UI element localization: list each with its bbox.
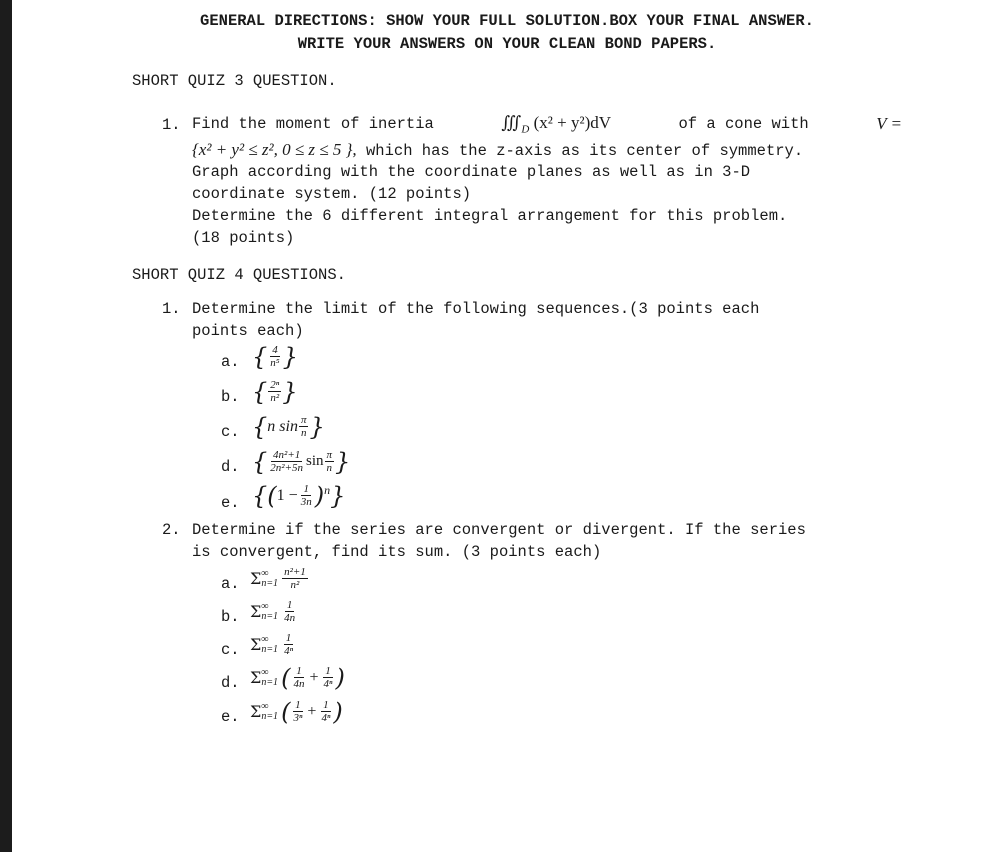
series-c-den: 4ⁿ <box>284 645 294 657</box>
seq-d-fraction2 <box>325 449 335 474</box>
sigma-sign: Σ <box>250 569 262 588</box>
quiz3-q1-line3: Graph according with the coordinate planes as well as in 3-D <box>192 163 751 181</box>
series-d-num1: 1 <box>296 665 302 677</box>
series-c-label: c. <box>221 641 240 659</box>
series-a-den: n² <box>290 579 300 591</box>
integral-region: D <box>521 123 530 136</box>
seq-c-fraction <box>299 414 309 439</box>
sum-limits <box>261 569 278 589</box>
series-e-den2: 4ⁿ <box>321 712 331 724</box>
integral-expression <box>501 113 611 135</box>
seq-b-den: n² <box>270 392 280 404</box>
seq-a-label: a. <box>221 353 240 371</box>
quiz3-title: SHORT QUIZ 3 QUESTION. <box>132 72 337 90</box>
seq-d-fraction <box>268 449 305 474</box>
seq-e-expr <box>252 483 345 508</box>
seq-e-exponent: n <box>324 483 331 497</box>
sum-lower: n=1 <box>261 643 279 655</box>
series-e-num1: 1 <box>295 699 301 711</box>
series-d-expr <box>250 665 345 690</box>
close-brace: } <box>282 342 298 371</box>
sum-lower: n=1 <box>261 577 279 589</box>
volume-var: V = <box>876 114 902 134</box>
open-paren: ( <box>281 663 291 692</box>
quiz3-q1-mid: of a cone with <box>678 115 809 134</box>
quiz3-q1-line5: Determine the 6 different integral arrangement for this problem. <box>192 207 788 225</box>
sum-limits <box>261 702 278 722</box>
seq-e-one: 1 − <box>276 486 298 504</box>
seq-c-label: c. <box>221 423 240 441</box>
seq-c-pre: n sin <box>267 417 298 435</box>
series-a-num: n²+1 <box>284 566 306 578</box>
series-e-fraction1 <box>291 699 304 724</box>
open-brace: { <box>252 412 268 441</box>
seq-b-expr <box>252 379 298 404</box>
quiz4-q1-number: 1. <box>162 300 181 318</box>
plus-sign: + <box>307 702 317 720</box>
sigma-sign: Σ <box>250 702 262 721</box>
open-brace: { <box>252 342 268 371</box>
sum-lower: n=1 <box>261 676 279 688</box>
cone-set: {x² + y² ≤ z², 0 ≤ z ≤ 5 }, <box>192 140 357 159</box>
sum-upper: ∞ <box>261 633 269 645</box>
series-a-fraction <box>282 566 308 591</box>
sum-upper: ∞ <box>261 666 269 678</box>
left-edge-bar <box>0 0 12 852</box>
general-directions-line2: WRITE YOUR ANSWERS ON YOUR CLEAN BOND PAPERS. <box>297 35 717 53</box>
sum-limits <box>261 602 278 622</box>
close-brace: } <box>282 377 298 406</box>
seq-d-num: 4n²+1 <box>273 449 301 461</box>
close-paren: ) <box>314 481 325 510</box>
quiz4-q1-line1: Determine the limit of the following sequences.(3 points each <box>192 300 760 318</box>
seq-d-den: 2n²+5n <box>270 462 304 474</box>
series-d-num2: 1 <box>325 665 331 677</box>
sum-limits <box>261 635 278 655</box>
quiz3-q1-line2 <box>192 140 803 160</box>
open-paren: ( <box>281 697 291 726</box>
integrand: (x² + y²)dV <box>533 113 612 132</box>
series-d-label: d. <box>221 674 240 692</box>
close-paren: ) <box>335 663 345 692</box>
quiz4-q2-line2: is convergent, find its sum. (3 points each) <box>192 543 602 561</box>
quiz3-q1-line2-rest: which has the z-axis as its center of symmetry. <box>365 142 804 160</box>
quiz4-q2-number: 2. <box>162 521 181 539</box>
sum-limits <box>261 668 278 688</box>
series-c-num: 1 <box>285 632 292 644</box>
quiz3-q1-line6: (18 points) <box>192 229 295 247</box>
seq-a-fraction <box>268 344 281 369</box>
seq-a-expr <box>252 344 298 369</box>
plus-sign: + <box>309 668 319 686</box>
quiz3-q1-line1 <box>192 113 902 135</box>
open-brace: { <box>252 481 268 510</box>
seq-d-expr <box>252 449 350 474</box>
quiz3-q1-line4: coordinate system. (12 points) <box>192 185 472 203</box>
series-e-expr <box>250 699 343 724</box>
seq-c-expr <box>252 414 325 439</box>
sigma-sign: Σ <box>250 602 262 621</box>
document-page <box>12 0 1002 852</box>
seq-d-label: d. <box>221 458 240 476</box>
open-paren: ( <box>267 481 277 510</box>
seq-b-fraction <box>268 379 281 404</box>
close-brace: } <box>309 412 325 441</box>
close-paren: ) <box>333 697 343 726</box>
seq-b-num: 2ⁿ <box>270 379 280 391</box>
series-e-fraction2 <box>319 699 332 724</box>
seq-e-den: 3n <box>300 496 312 508</box>
seq-e-num: 1 <box>303 483 309 495</box>
series-b-label: b. <box>221 608 240 626</box>
sigma-sign: Σ <box>250 635 262 654</box>
sum-upper: ∞ <box>261 600 269 612</box>
close-brace: } <box>330 481 346 510</box>
seq-c-num: π <box>300 414 307 426</box>
series-e-label: e. <box>221 708 240 726</box>
series-b-num: 1 <box>286 599 293 611</box>
open-brace: { <box>252 377 268 406</box>
series-b-expr <box>250 599 298 624</box>
triple-integral-sign: ∭ <box>501 113 522 132</box>
seq-d-sin: sin <box>306 453 324 469</box>
sum-upper: ∞ <box>261 567 269 579</box>
sum-lower: n=1 <box>261 610 279 622</box>
seq-a-num: 4 <box>272 344 278 356</box>
open-brace: { <box>252 447 268 476</box>
series-e-den1: 3ⁿ <box>293 712 303 724</box>
series-d-fraction1 <box>291 665 306 690</box>
seq-b-label: b. <box>221 388 240 406</box>
seq-c-den: n <box>300 427 307 439</box>
series-b-fraction <box>282 599 297 624</box>
quiz4-q1-line2: points each) <box>192 322 304 340</box>
quiz4-title: SHORT QUIZ 4 QUESTIONS. <box>132 266 346 284</box>
series-b-den: 4n <box>284 612 296 624</box>
series-e-num2: 1 <box>323 699 329 711</box>
series-a-expr <box>250 566 309 591</box>
series-c-fraction <box>282 632 295 657</box>
quiz3-q1-number: 1. <box>162 116 181 134</box>
series-d-den2: 4ⁿ <box>323 678 333 690</box>
general-directions-line1: GENERAL DIRECTIONS: SHOW YOUR FULL SOLUTION.BOX YOUR FINAL ANSWER. <box>200 12 814 30</box>
seq-a-den: n⁵ <box>270 357 280 369</box>
quiz3-q1-lead: Find the moment of inertia <box>192 115 434 134</box>
seq-d-den2: n <box>326 462 333 474</box>
series-c-expr <box>250 632 296 657</box>
seq-e-fraction <box>299 483 314 508</box>
sum-lower: n=1 <box>261 710 279 722</box>
series-d-fraction2 <box>321 665 334 690</box>
series-a-label: a. <box>221 575 240 593</box>
seq-d-num2: π <box>326 449 333 461</box>
sum-upper: ∞ <box>261 700 269 712</box>
sigma-sign: Σ <box>250 668 262 687</box>
close-brace: } <box>335 447 351 476</box>
series-d-den1: 4n <box>293 678 305 690</box>
quiz4-q2-line1: Determine if the series are convergent or divergent. If the series <box>192 521 806 539</box>
seq-e-label: e. <box>221 494 240 512</box>
